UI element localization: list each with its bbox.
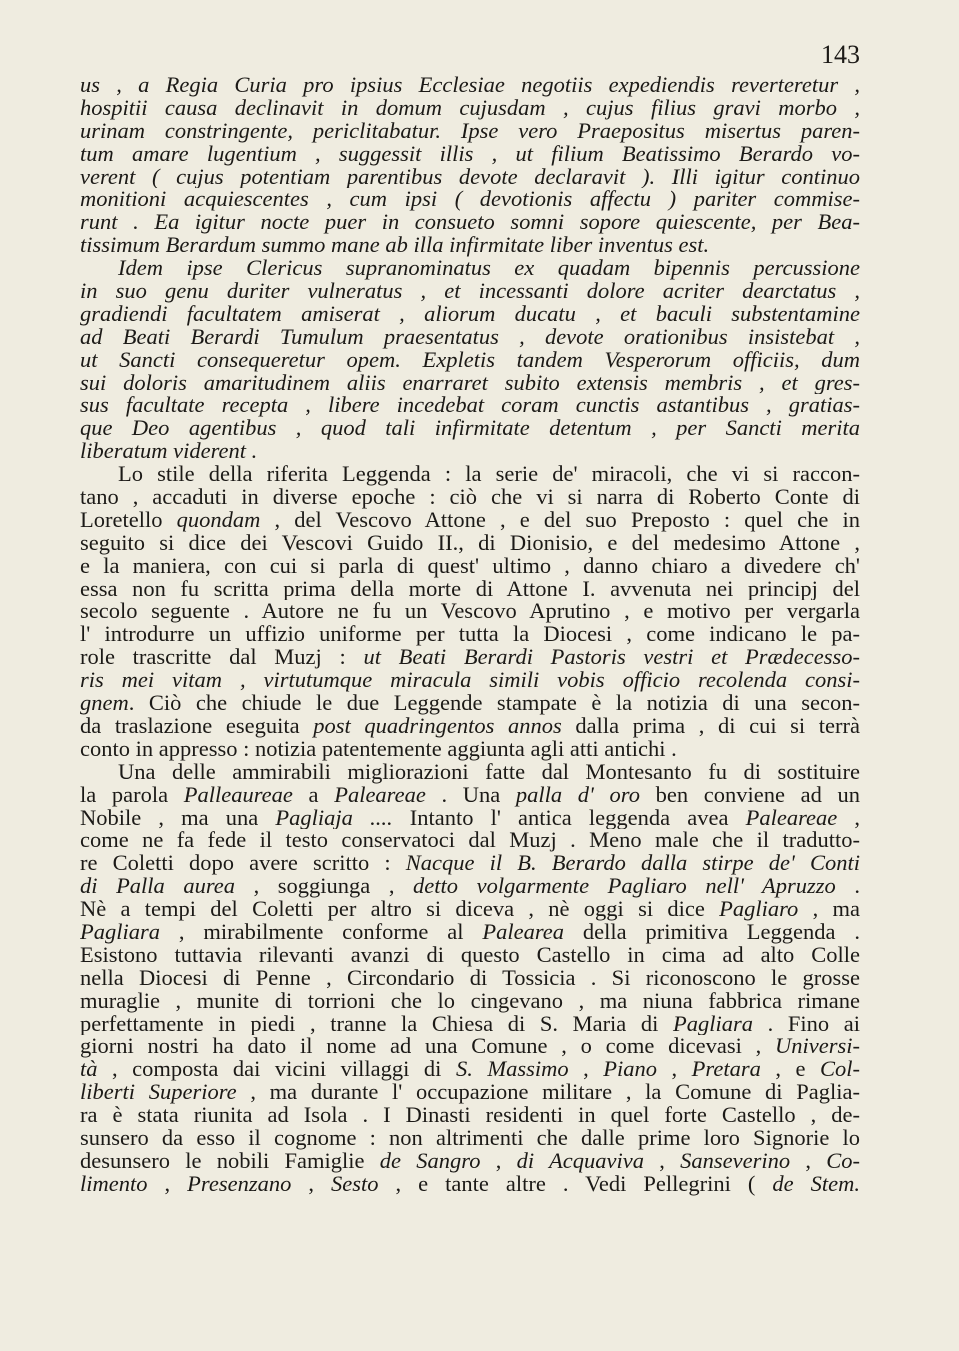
text-segment: ra è stata riunita ad Isola . I Dinasti residenti in quel forte Castello , de- <box>80 1104 860 1127</box>
text-line <box>80 646 860 669</box>
text-line <box>80 486 860 509</box>
text-segment: , <box>480 1149 517 1173</box>
text-segment: . <box>835 875 860 899</box>
text-line <box>80 807 860 830</box>
text-line: tissimum Berardum summo mane ab illa infirmitate liber inventus est. <box>80 234 710 258</box>
text-segment: , <box>657 1058 692 1082</box>
text-line <box>80 852 860 875</box>
text-segment: a <box>292 783 335 807</box>
italic-segment: tà <box>80 1058 98 1082</box>
text-line <box>80 1127 860 1150</box>
text-line <box>80 967 860 990</box>
text-line <box>80 1104 860 1127</box>
latin-passage <box>80 74 860 463</box>
text-block <box>80 74 860 1196</box>
text-segment: . Una <box>425 783 516 807</box>
text-segment: desunsero le nobili Famiglie <box>80 1149 380 1173</box>
text-line <box>80 1150 860 1173</box>
text-segment: la parola <box>80 783 184 807</box>
text-line <box>80 761 860 784</box>
text-line: ut Sancti consequeretur opem. Expletis tandem Vesperorum officiis, dum <box>80 348 860 372</box>
italic-segment: Sesto <box>331 1172 379 1196</box>
text-line <box>80 532 860 555</box>
text-segment: muraglie , munite di torrioni che lo cingevano , ma niuna fabbrica rimane <box>80 989 860 1013</box>
italic-segment: detto volgarmente Pagliaro nell' Apruzzo <box>413 875 836 899</box>
text-segment: , del Vescovo Attone , e del suo Preposto : quel che in <box>260 508 860 532</box>
italic-segment: S. Massimo <box>455 1058 569 1082</box>
text-line <box>80 898 860 921</box>
text-segment: , composta dai vicini villaggi di <box>97 1058 456 1082</box>
text-line <box>80 623 860 646</box>
text-segment: tano , accaduti in diverse epoche : ciò che vi si narra di Roberto Conte di <box>80 486 860 509</box>
italic-segment: Piano <box>603 1058 658 1082</box>
italian-passage <box>80 463 860 1196</box>
italic-segment: di Palla aurea <box>80 875 236 899</box>
text-line <box>80 829 860 852</box>
text-line <box>80 715 860 738</box>
text-segment: Lo stile della riferita Leggenda : la serie de' miracoli, che vi si raccon- <box>118 463 860 487</box>
text-line: ad Beati Berardi Tumulum praesentatus , devote orationibus insistebat , <box>80 325 860 349</box>
text-segment: dalla prima , di cui si terrà <box>561 714 860 738</box>
text-line <box>80 578 860 601</box>
text-line: verent ( cujus potentiam parentibus devote declaravit ). Illi igitur continuo <box>80 165 860 189</box>
italic-segment: ut Beati Berardi Pastoris vestri et Prædecesso- <box>363 646 860 670</box>
italic-segment: de Stem. <box>772 1172 860 1196</box>
text-line <box>80 692 860 715</box>
text-line <box>80 784 860 807</box>
italic-segment: Paleareae <box>334 783 426 807</box>
text-segment: e la maniera, con cui si parla di quest' ultimo , danno chiaro a divedere ch' <box>80 554 860 578</box>
text-segment: , <box>837 806 860 830</box>
text-segment: role trascritte dal Muzj : <box>80 646 364 670</box>
text-segment: , mirabilmente conforme al <box>160 920 483 944</box>
text-line <box>80 600 860 623</box>
text-segment: . Ciò che chiude le due Leggende stampate è la notizia di una secon- <box>128 692 860 715</box>
text-segment: come ne fa fede il testo conservatoci dal Muzj . Meno male che il tradutto- <box>80 829 860 853</box>
text-line: Idem ipse Clericus supranominatus ex quadam bipennis percussione <box>118 257 860 281</box>
text-line <box>80 1173 860 1196</box>
italic-segment: Palearea <box>482 920 564 944</box>
text-segment: , <box>291 1172 331 1196</box>
italic-segment: Universi- <box>775 1035 860 1059</box>
page-number: 143 <box>821 40 860 69</box>
italic-segment: Sanseverino <box>680 1149 791 1173</box>
text-segment: giorni nostri ha dato il nome ad una Comune , o come dicevasi , <box>80 1035 776 1059</box>
text-line <box>80 1013 860 1036</box>
text-line: gradiendi facultatem amiserat , aliorum ducatu , et baculi substentamine <box>80 302 860 326</box>
text-segment: . Fino ai <box>753 1012 860 1036</box>
text-line: sus facultate recepta , libere incedebat coram cunctis astantibus , gratias- <box>80 394 860 418</box>
text-segment: della primitiva Leggenda . <box>564 920 860 944</box>
text-line: in suo genu duriter vulneratus , et incessanti dolore acriter dearctatus , <box>80 280 860 303</box>
text-segment: perfettamente in piedi , tranne la Chiesa di S. Maria di <box>80 1012 674 1036</box>
text-segment: , <box>643 1149 681 1173</box>
text-line <box>80 463 860 486</box>
text-line: que Deo agentibus , quod tali infirmitate detentum , per Sancti merita <box>80 417 860 441</box>
italic-segment: ris mei vitam , virtutumque miracula simili vobis officio recolenda consi- <box>80 669 860 693</box>
text-line: hospitii causa declinavit in domum cujusdam , cujus filius gravi morbo , <box>80 96 860 120</box>
text-line <box>80 921 860 944</box>
text-segment: da traslazione eseguita <box>80 714 314 738</box>
text-line <box>80 1081 860 1104</box>
text-line <box>80 944 860 967</box>
text-segment: Intanto l' antica leggenda avea <box>392 806 746 830</box>
italic-segment: palla d' oro <box>515 783 640 807</box>
text-segment: essa non fu scritta prima della morte di Attone I. avvenuta nei principj del <box>80 577 860 601</box>
italic-segment: Pretara <box>691 1058 761 1082</box>
italic-segment: Pagliara <box>673 1012 754 1036</box>
italic-segment: de Sangro <box>379 1149 481 1173</box>
text-segment: secolo seguente . Autore ne fu un Vescovo Aprutino , e motivo per vergarla <box>80 600 860 624</box>
text-line <box>80 509 860 532</box>
italic-segment: limento <box>80 1172 148 1196</box>
text-line <box>80 555 860 578</box>
text-segment: l' introdurre un uffizio uniforme per tutta la Diocesi , come indicano le pa- <box>80 623 860 647</box>
text-segment: , <box>147 1172 188 1196</box>
text-line <box>80 669 860 692</box>
text-line: urinam constringente, periclitabatur. Ipse vero Praepositus misertus paren- <box>80 119 860 143</box>
italic-segment: Presenzano <box>187 1172 292 1196</box>
italic-segment: liberti Superiore <box>80 1081 237 1105</box>
text-segment: re Coletti dopo avere scritto : <box>80 852 406 876</box>
italic-segment: Co- <box>826 1149 860 1173</box>
italic-segment: Pagliaja .... <box>275 806 393 830</box>
text-line: runt . Ea igitur nocte puer in consueto somni sopore quiescente, per Bea- <box>80 211 860 235</box>
text-segment: nella Diocesi di Penne , Circondario di Tossicia . Si riconoscono le grosse <box>80 966 860 990</box>
text-segment: ben conviene ad un <box>639 783 860 807</box>
text-segment: , <box>568 1058 604 1082</box>
italic-segment: post quadringentos annos <box>313 714 562 738</box>
text-segment: Nè a tempi del Coletti per altro si diceva , nè oggi si dice <box>80 898 720 921</box>
text-segment: Nobile , ma una <box>80 806 276 830</box>
italic-segment: quondam <box>176 508 261 532</box>
text-segment: Loretello <box>80 508 177 532</box>
text-line <box>80 1035 860 1058</box>
text-segment: , soggiunga , <box>235 875 414 899</box>
text-segment: , ma durante l' occupazione militare , la Comune di Paglia- <box>236 1081 860 1105</box>
text-segment: seguito si dice dei Vescovi Guido II., di Dionisio, e del medesimo Attone , <box>80 531 860 555</box>
text-segment: Esistono tuttavia rilevanti avanzi di questo Castello in cima ad alto Colle <box>80 943 860 967</box>
text-segment: sunsero da esso il cognome : non altrimenti che dalle prime loro Signorie lo <box>80 1126 860 1150</box>
text-segment: Una delle ammirabili migliorazioni fatte dal Montesanto fu di sostituire <box>118 760 860 784</box>
text-segment: , ma <box>798 898 860 921</box>
text-segment: , e tante altre . Vedi Pellegrini ( <box>378 1172 773 1196</box>
text-line: monitioni acquiescentes , cum ipsi ( devotionis affectu ) pariter commise- <box>80 188 860 212</box>
text-segment: , <box>790 1149 827 1173</box>
text-line: tum amare lugentium , suggessit illis , ut filium Beatissimo Berardo vo- <box>80 142 860 166</box>
italic-segment: gnem <box>80 692 129 715</box>
text-segment: , e <box>760 1058 820 1082</box>
text-line <box>80 738 860 761</box>
text-line: liberatum viderent . <box>80 440 258 464</box>
italic-segment: di Acquaviva <box>516 1149 644 1173</box>
text-segment: conto in appresso : notizia patentemente aggiunta agli atti antichi . <box>80 737 677 761</box>
italic-segment: Nacque il B. Berardo dalla stirpe de' Conti <box>405 852 860 876</box>
italic-segment: Col- <box>820 1058 860 1082</box>
text-line <box>80 875 860 898</box>
italic-segment: Paleareae <box>745 806 838 830</box>
text-line <box>80 990 860 1013</box>
text-line <box>80 1058 860 1081</box>
italic-segment: Pagliara <box>80 920 161 944</box>
italic-segment: Pagliaro <box>719 898 799 921</box>
text-line: us , a Regia Curia pro ipsius Ecclesiae negotiis expediendis reverteretur , <box>80 74 860 97</box>
italic-segment: Palleaureae <box>183 783 293 807</box>
text-line: sui doloris amaritudinem aliis enarraret subito extensis membris , et gres- <box>80 371 860 395</box>
